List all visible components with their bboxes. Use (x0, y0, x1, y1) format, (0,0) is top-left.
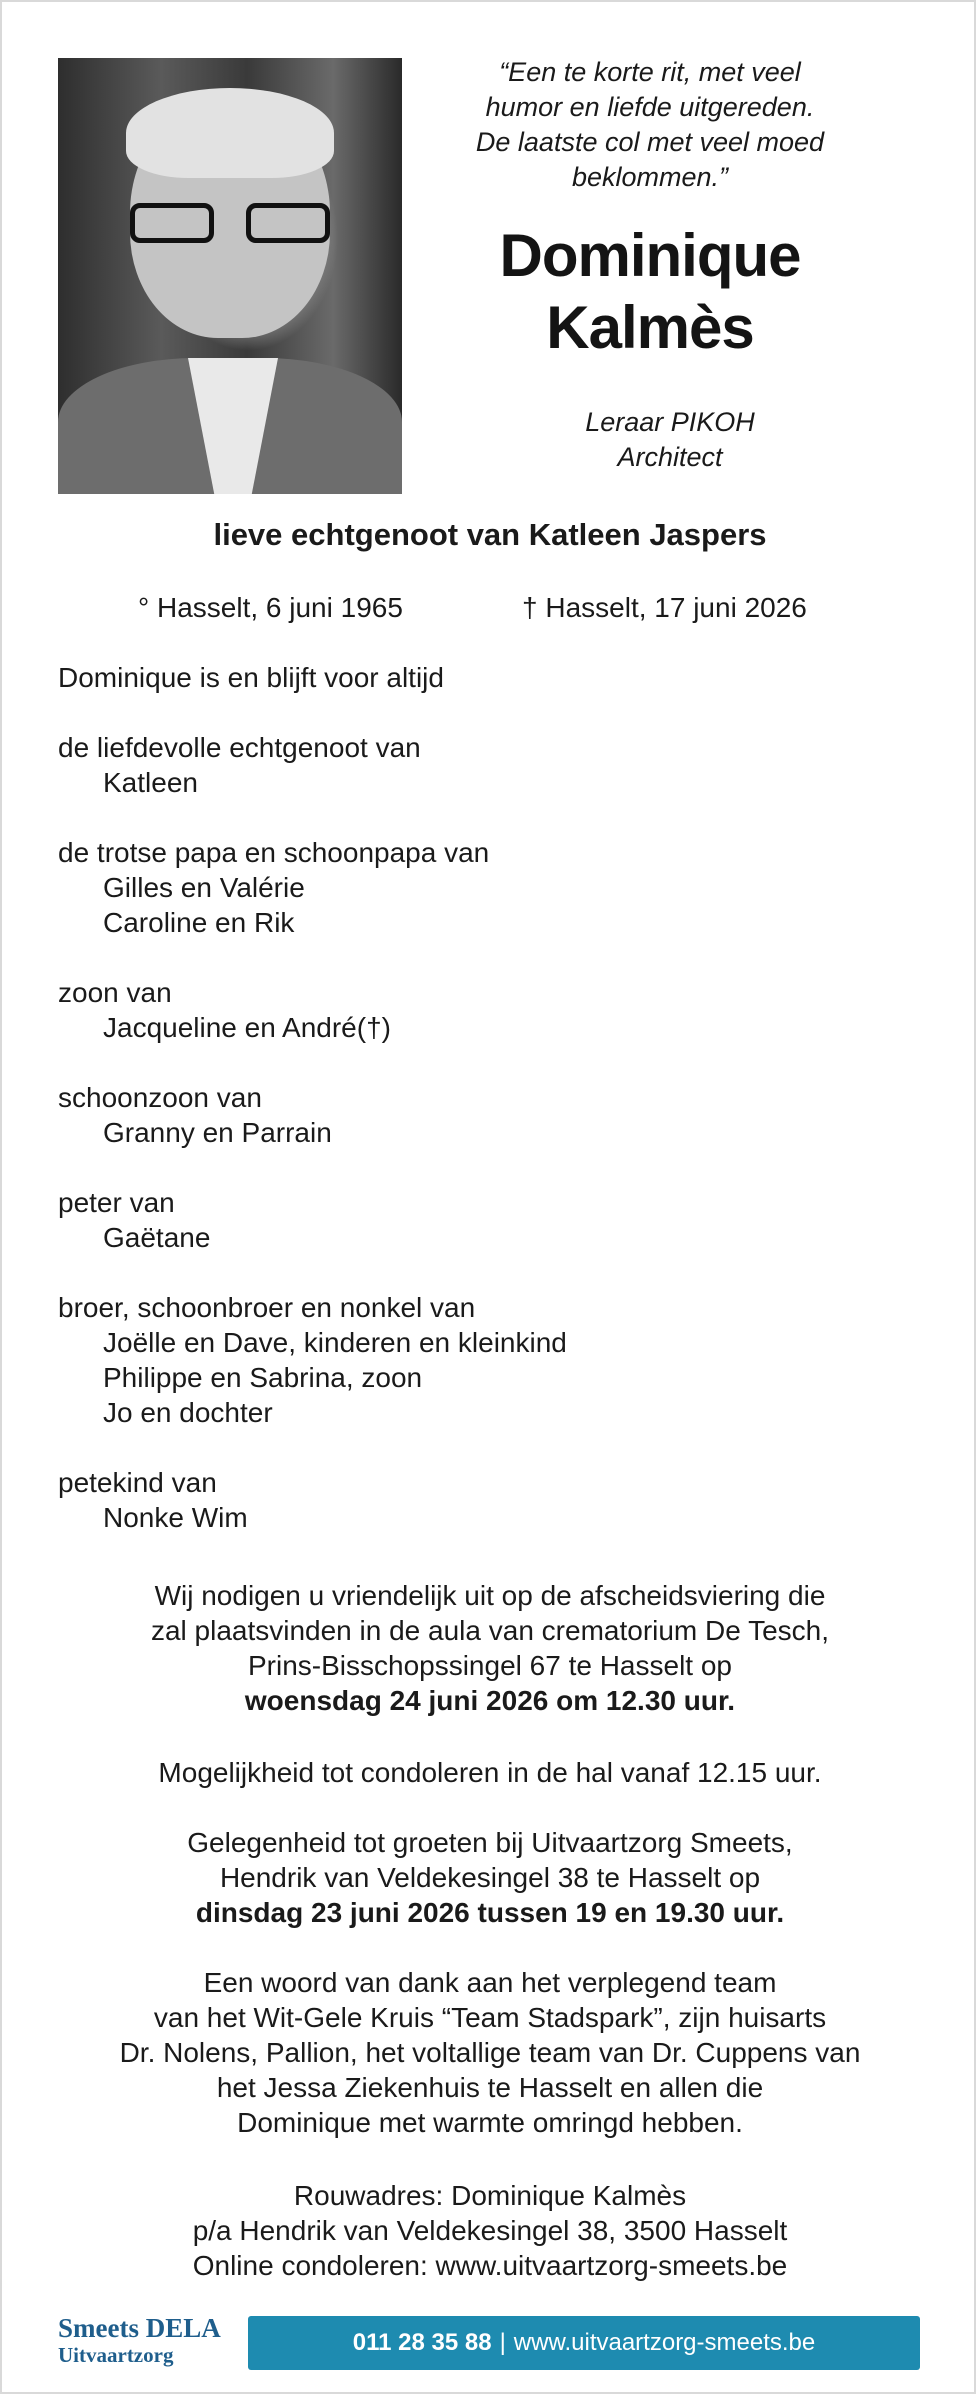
mourning-address (40, 2178, 940, 2283)
contact-bar (248, 2316, 920, 2370)
family-member: Granny en Parrain (103, 1117, 332, 1148)
family-group (58, 835, 938, 940)
family-group-heading: petekind van (58, 1467, 217, 1498)
family-group-heading: broer, schoonbroer en nonkel van (58, 1292, 476, 1323)
family-group-heading: peter van (58, 1187, 175, 1218)
ceremony-line: zal plaatsvinden in de aula van crematorium De Tesch, (150, 1615, 830, 1646)
thanks-note (40, 1965, 940, 2140)
first-name: Dominique (499, 222, 801, 289)
address-line: Rouwadres: Dominique Kalmès (293, 2180, 687, 2211)
deceased-name (440, 220, 860, 364)
address-line: Online condoleren: www.uitvaartzorg-smeets.be (192, 2250, 788, 2281)
contact-phone[interactable]: 011 28 35 88 (352, 2329, 492, 2356)
family-list (58, 660, 938, 1570)
family-member: Jacqueline en André(†) (103, 1012, 391, 1043)
birth-info: ° Hasselt, 6 juni 1965 (138, 592, 403, 623)
family-member: Joëlle en Dave, kinderen en kleinkind (103, 1327, 567, 1358)
spouse-line: lieve echtgenoot van Katleen Jaspers (213, 517, 767, 552)
family-group (58, 975, 938, 1045)
professions (440, 405, 900, 475)
family-member: Caroline en Rik (103, 907, 295, 938)
family-member: Nonke Wim (103, 1502, 248, 1533)
ceremony-line: Wij nodigen u vriendelijk uit op de afscheidsviering die (154, 1580, 826, 1611)
thanks-line: Dominique met warmte omringd hebben. (237, 2107, 743, 2138)
logo-brand: Smeets DELA (58, 2313, 221, 2343)
ceremony-date: woensdag 24 juni 2026 om 12.30 uur. (244, 1685, 736, 1716)
family-member: Jo en dochter (103, 1397, 273, 1428)
ceremony-invitation (40, 1578, 940, 1718)
thanks-line: Een woord van dank aan het verplegend team (203, 1967, 777, 1998)
family-group-heading: schoonzoon van (58, 1082, 262, 1113)
funeral-home-logo (58, 2313, 258, 2367)
family-group-heading: zoon van (58, 977, 172, 1008)
family-intro: Dominique is en blijft voor altijd (58, 662, 444, 693)
thanks-line: Dr. Nolens, Pallion, het voltallige team van Dr. Cuppens van (119, 2037, 861, 2068)
family-member: Katleen (103, 767, 198, 798)
address-line: p/a Hendrik van Veldekesingel 38, 3500 Hasselt (192, 2215, 788, 2246)
condolence-note: Mogelijkheid tot condoleren in de hal vanaf 12.15 uur. (158, 1757, 822, 1788)
family-group-heading: de liefdevolle echtgenoot van (58, 732, 421, 763)
family-group (58, 1185, 938, 1255)
quote-line: beklommen.” (571, 162, 729, 192)
quote-line: humor en liefde uitgereden. (485, 92, 815, 122)
thanks-line: het Jessa Ziekenhuis te Hasselt en allen die (216, 2072, 764, 2103)
family-member: Philippe en Sabrina, zoon (103, 1362, 423, 1393)
last-name: Kalmès (546, 294, 754, 361)
quote-line: “Een te korte rit, met veel (499, 57, 801, 87)
family-group (58, 1290, 938, 1430)
profession: Architect (617, 442, 723, 472)
greeting-line: Hendrik van Veldekesingel 38 te Hasselt op (219, 1862, 761, 1893)
family-group-heading: de trotse papa en schoonpapa van (58, 837, 490, 868)
portrait-photo (58, 58, 402, 494)
family-member: Gaëtane (103, 1222, 211, 1253)
greeting-date: dinsdag 23 juni 2026 tussen 19 en 19.30 uur. (195, 1897, 785, 1928)
thanks-line: van het Wit-Gele Kruis “Team Stadspark”, zijn huisarts (153, 2002, 827, 2033)
memorial-quote (440, 55, 860, 195)
family-member: Gilles en Valérie (103, 872, 305, 903)
greeting-info (40, 1825, 940, 1930)
ceremony-line: Prins-Bisschopssingel 67 te Hasselt op (247, 1650, 732, 1681)
family-group (58, 730, 938, 800)
death-info: † Hasselt, 17 juni 2026 (522, 592, 807, 623)
greeting-line: Gelegenheid tot groeten bij Uitvaartzorg Smeets, (187, 1827, 793, 1858)
photo-hair (126, 88, 334, 178)
quote-line: De laatste col met veel moed (475, 127, 825, 157)
contact-separator: | (499, 2329, 506, 2356)
logo-subtitle: Uitvaartzorg (58, 2343, 174, 2367)
contact-website[interactable]: www.uitvaartzorg-smeets.be (513, 2329, 816, 2356)
photo-glasses (130, 203, 330, 247)
profession: Leraar PIKOH (585, 407, 755, 437)
family-group (58, 1080, 938, 1150)
family-group (58, 1465, 938, 1535)
